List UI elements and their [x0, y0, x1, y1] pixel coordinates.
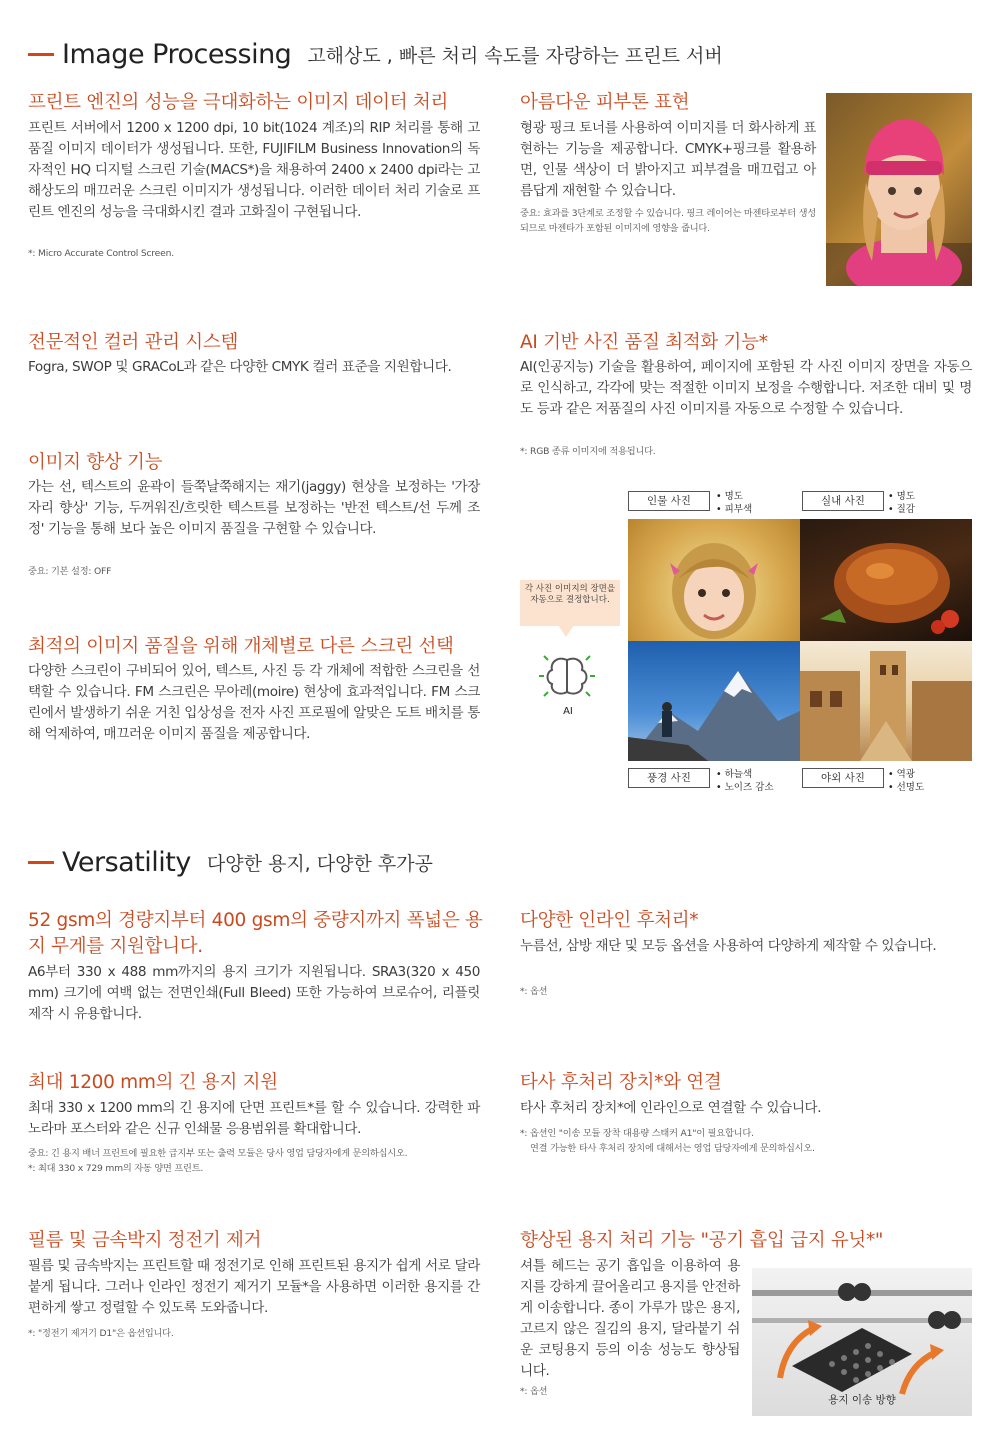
bullet: 명도: [896, 491, 915, 502]
ai-bubble: 각 사진 이미지의 장면을 자동으로 결정합니다.: [520, 580, 620, 626]
bullet: 하늘색: [724, 769, 753, 780]
bullet: 질감: [896, 504, 915, 515]
tag-portrait: 인물 사진: [628, 491, 710, 511]
weight-body: A6부터 330 x 488 mm까지의 용지 크기가 지원됩니다. SRA3(320 x 450 mm) 크기에 여백 없는 전면인쇄(Full Bleed) 또한 가능하여 브로슈어, 리플릿 제작 시 유용합니다.: [28, 964, 480, 1022]
ai-label: AI: [563, 706, 573, 717]
static-body: 필름 및 금속박지는 프린트할 때 정전기로 인해 프린트된 용지가 쉽게 서로 달라붙게 됩니다. 그러나 인라인 정전기 제거기 모듈*을 사용하면 이러한 용지를 간편하게 쌓고 정렬할 수 있도록 도와줍니다.: [28, 1258, 480, 1316]
inline-heading: 다양한 인라인 후처리*: [520, 910, 699, 931]
feed-note: *: 옵션: [520, 1386, 548, 1397]
section-title-en: Versatility: [62, 846, 191, 878]
bullet: 명도: [724, 491, 743, 502]
section-header-versatility: [28, 842, 433, 882]
section-header-image-processing: [28, 34, 723, 74]
photo-street: [800, 641, 972, 761]
bullet: 피부색: [724, 504, 753, 515]
feed-caption: 용지 이송 방향: [828, 1394, 896, 1406]
weight-heading: 52 gsm의 경량지부터 400 gsm의 중량지까지 폭넓은 용지 무게를 지원합니다.: [28, 910, 483, 957]
inline-body: 누름선, 삼방 재단 및 모등 옵션을 사용하여 다양하게 제작할 수 있습니다.: [520, 938, 937, 954]
bullets-portrait: • 명도 • 피부색: [716, 491, 753, 515]
static-note: *: "정전기 제거기 D1"은 옵션입니다.: [28, 1328, 174, 1339]
engine-note: *: Micro Accurate Control Screen.: [28, 248, 174, 259]
tag-outdoor: 야외 사진: [802, 768, 884, 788]
section-accent-bar: [28, 861, 54, 864]
inline-note: *: 옵션: [520, 986, 548, 997]
enhance-heading: 이미지 향상 기능: [28, 452, 163, 473]
tag-indoor: 실내 사진: [802, 491, 884, 511]
ai-heading: AI 기반 사진 품질 최적화 기능*: [520, 332, 768, 353]
photo-child: [628, 519, 800, 641]
skin-heading: 아름다운 피부톤 표현: [520, 92, 690, 113]
bullet: 노이즈 감소: [724, 782, 774, 793]
bullets-indoor: • 명도 • 질감: [888, 491, 915, 515]
section-accent-bar: [28, 53, 54, 56]
color-body: Fogra, SWOP 및 GRACoL과 같은 다양한 CMYK 컬러 표준을 지원합니다.: [28, 359, 452, 375]
girl-photo: [826, 93, 972, 286]
long-note-1: 중요: 긴 용지 배너 프린트에 필요한 급지부 또는 출력 모듈은 당사 영업 담당자에게 문의하십시오.: [28, 1148, 408, 1159]
screen-body: 다양한 스크린이 구비되어 있어, 텍스트, 사진 등 각 개체에 적합한 스크린을 선택할 수 있습니다. FM 스크린은 무아레(moire) 현상에 효과적입니다. FM 스크린에서 발생하기 쉬운 거친 입상성을 전자 사진 프로필에 알맞은 도트 배치를 통해 억제하여, 매끄러운 이미지 품질을 제공합니다.: [28, 663, 480, 742]
tag-landscape: 풍경 사진: [628, 768, 710, 788]
skin-body: 형광 핑크 토너를 사용하여 이미지를 더 화사하게 표현하는 기능을 제공합니다. CMYK+핑크를 활용하면, 인물 색상이 더 밝아지고 피부결을 매끄럽고 아름답게 재현할 수 있습니다.: [520, 120, 816, 199]
third-note-1: *: 옵션인 "이송 모듈 장착 대용량 스태커 A1"이 필요합니다.: [520, 1128, 754, 1139]
skin-note: 중요: 효과를 3단계로 조정할 수 있습니다. 핑크 레이어는 마젠타로부터 생성되므로 마젠타가 포함된 이미지에 영향을 줍니다.: [520, 208, 816, 234]
photo-roast: [800, 519, 972, 641]
third-heading: 타사 후처리 장치*와 연결: [520, 1072, 722, 1093]
screen-heading: 최적의 이미지 품질을 위해 개체별로 다른 스크린 선택: [28, 636, 454, 657]
bullets-outdoor: • 역광 • 선명도: [888, 769, 925, 793]
bullet: 역광: [896, 769, 915, 780]
enhance-body: 가는 선, 텍스트의 윤곽이 들쭉날쭉해지는 재기(jaggy) 현상을 보정하는 '가장자리 향상' 기능, 두꺼워진/흐릿한 텍스트를 보정하는 '반전 텍스트/선 두께 조정' 기능을 통해 보다 높은 이미지 품질을 구현할 수 있습니다.: [28, 479, 480, 537]
engine-heading: 프린트 엔진의 성능을 극대화하는 이미지 데이터 처리: [28, 92, 449, 113]
engine-body: 프린트 서버에서 1200 x 1200 dpi, 10 bit(1024 계조)의 RIP 처리를 통해 고품질 이미지 데이터가 생성됩니다. 또한, FUJIFILM Business Innovation의 독자적인 HQ 디지털 스크린 기술(MACS*)을 채용하여 2400 x 2400 dpi라는 고해상도의 매끄러운 스크린 이미지가 생성됩니다. 이러한 데이터 처리 기술로 프린트 엔진의 성능을 극대화시킨 결과 고화질이 구현됩니다.: [28, 120, 480, 220]
long-body: 최대 330 x 1200 mm의 긴 용지에 단면 프린트*를 할 수 있습니다. 강력한 파노라마 포스터와 같은 신규 인쇄물 응용범위를 확대합니다.: [28, 1100, 480, 1137]
third-body: 타사 후처리 장치*에 인라인으로 연결할 수 있습니다.: [520, 1100, 822, 1116]
third-note-2: 연결 가능한 타사 후처리 장치에 대해서는 영업 담당자에게 문의하십시오.: [530, 1143, 815, 1154]
ai-brain-icon: [538, 648, 596, 706]
bullet: 선명도: [896, 782, 925, 793]
long-note-2: *: 최대 330 x 729 mm의 자동 양면 프린트.: [28, 1163, 204, 1174]
long-heading: 최대 1200 mm의 긴 용지 지원: [28, 1072, 278, 1093]
static-heading: 필름 및 금속박지 정전기 제거: [28, 1230, 262, 1251]
color-heading: 전문적인 컬러 관리 시스템: [28, 332, 239, 353]
feed-heading: 향상된 용지 처리 기능 "공기 흡입 급지 유닛*": [520, 1230, 884, 1251]
enhance-note: 중요: 기본 설정: OFF: [28, 566, 112, 577]
ai-bubble-tail: [556, 625, 576, 639]
section-title-ko: 고해상도 , 빠른 처리 속도를 자랑하는 프린트 서버: [307, 44, 723, 67]
section-title-ko: 다양한 용지, 다양한 후가공: [206, 852, 433, 875]
feed-unit-illustration: [752, 1268, 972, 1416]
ai-body: AI(인공지능) 기술을 활용하여, 페이지에 포함된 각 사진 이미지 장면을 자동으로 인식하고, 각각에 맞는 적절한 이미지 보정을 수행합니다. 저조한 대비 및 명도 등과 같은 저품질의 사진 이미지를 자동으로 수정할 수 있습니다.: [520, 359, 972, 417]
ai-note: *: RGB 종류 이미지에 적용됩니다.: [520, 446, 656, 457]
section-title-en: Image Processing: [62, 38, 292, 70]
photo-mountain: [628, 641, 800, 761]
feed-body: 셔틀 헤드는 공기 흡입을 이용하여 용지를 강하게 끌어올리고 용지를 안전하게 이송합니다. 종이 가루가 많은 용지, 고르지 않은 질김의 용지, 달라붙기 쉬운 코팅용지 등의 이송 성능도 향상됩니다.: [520, 1258, 740, 1379]
bullets-landscape: • 하늘색 • 노이즈 감소: [716, 769, 774, 793]
